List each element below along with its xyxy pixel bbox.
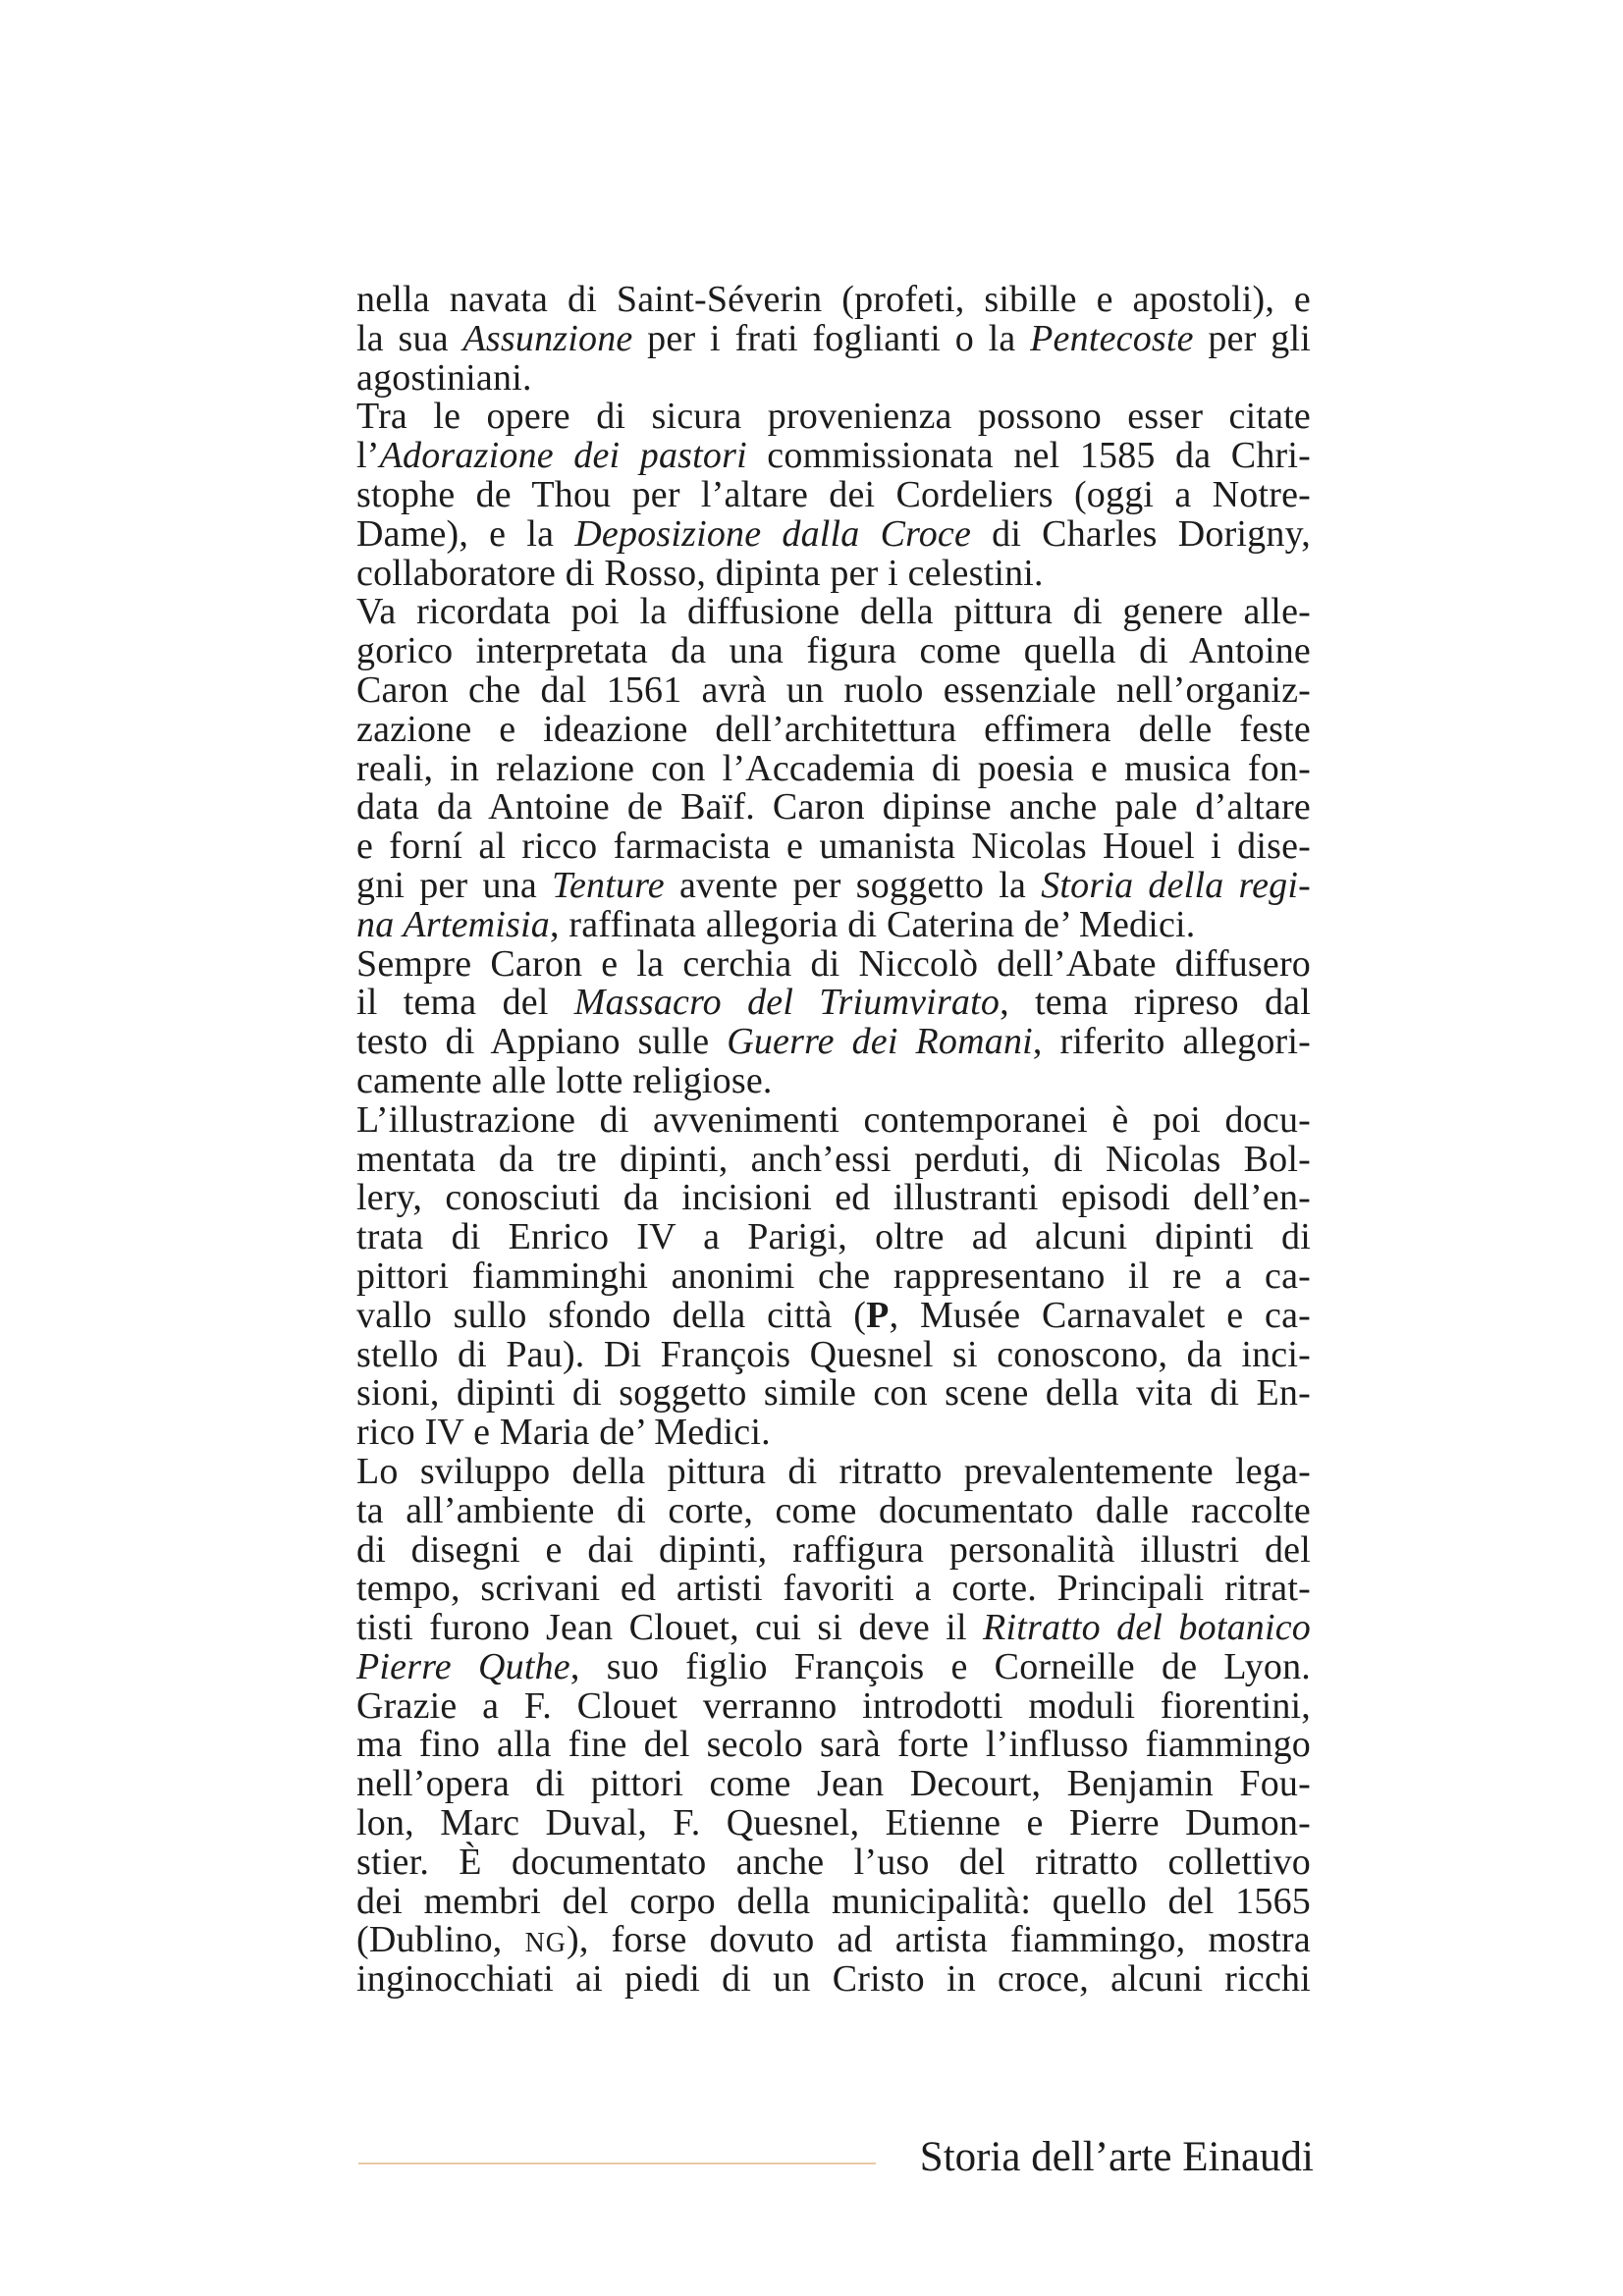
text-line — [356, 512, 1312, 555]
italic-title: Guerre dei Romani — [727, 1021, 1033, 1063]
text-line — [356, 317, 1311, 359]
text-run: Tra le opere di sicura provenienza possono esser citate — [356, 396, 1311, 438]
text-run: , suo figlio François e Corneille de Lyon. — [569, 1645, 1312, 1687]
text-run: l’ — [356, 435, 380, 477]
text-line — [356, 668, 1311, 711]
text-line — [356, 1960, 1311, 2000]
text-run: camente alle lotte religiose. — [356, 1059, 773, 1101]
text-line — [356, 708, 1311, 750]
text-run: e forní al ricco farmacista e umanista Nicolas Houel i dise- — [356, 826, 1311, 868]
text-line — [356, 437, 1311, 476]
italic-title: Pierre Quthe — [356, 1645, 570, 1687]
text-line — [356, 864, 1311, 906]
text-run: di disegni e dai dipinti, raffigura personalità illustri del — [356, 1528, 1311, 1571]
text-line — [356, 356, 1311, 399]
footer-title: Storia dell’arte Einaudi — [919, 2134, 1314, 2180]
text-run: commissionata nel 1585 da Chri- — [746, 435, 1311, 477]
text-run: gorico interpretata da una figura come quella di Antoine — [356, 630, 1311, 672]
text-run: per gli — [1193, 317, 1311, 359]
text-line — [356, 903, 1311, 945]
text-line — [356, 1138, 1311, 1180]
text-line — [356, 1450, 1311, 1492]
text-line — [356, 1218, 1311, 1257]
text-run: ta all’ambiente di corte, come documentato dalle raccolte — [356, 1489, 1311, 1531]
text-run: zazione e ideazione dell’architettura effimera delle feste — [356, 708, 1311, 750]
text-run: data da Antoine de Baïf. Caron dipinse anche pale d’altare — [356, 786, 1311, 828]
text-run: nella navata di Saint-Séverin (profeti, sibille e apostoli), e — [356, 279, 1311, 320]
text-run: lon, Marc Duval, F. Quesnel, Etienne e Pierre Dumon- — [356, 1802, 1311, 1844]
text-run: il tema del — [356, 982, 574, 1024]
text-line — [356, 1374, 1311, 1414]
italic-title: Assunzione — [462, 317, 633, 359]
text-run: (Dublino, — [356, 1919, 525, 1961]
text-line — [356, 747, 1311, 789]
text-run: tempo, scrivani ed artisti favoriti a corte. Principali ritrat- — [356, 1568, 1311, 1610]
text-run: ma fino alla fine del secolo sarà forte l’influsso fiammingo — [356, 1724, 1311, 1766]
text-line — [356, 552, 1311, 594]
text-run: stier. È documentato anche l’uso del ritratto collettivo — [356, 1841, 1311, 1883]
italic-title: Ritratto del botanico — [983, 1607, 1311, 1649]
text-run: , riferito allegori- — [1032, 1021, 1311, 1063]
bold-abbreviation: P — [866, 1294, 890, 1336]
text-line — [356, 942, 1311, 985]
text-run: inginocchiati ai piedi di un Cristo in croce, alcuni ricchi — [356, 1958, 1311, 2001]
text-line — [356, 398, 1311, 437]
text-run: , tema ripreso dal — [1000, 982, 1311, 1024]
text-run: lery, conosciuti da incisioni ed illustranti episodi dell’en- — [356, 1177, 1311, 1219]
text-line — [356, 1294, 1311, 1336]
text-run: Sempre Caron e la cerchia di Niccolò dell’Abate diffusero — [356, 942, 1311, 985]
text-run: reali, in relazione con l’Accademia di poesia e musica fon- — [356, 747, 1311, 789]
text-line — [356, 1333, 1311, 1375]
text-line — [356, 1804, 1311, 1843]
text-run: sioni, dipinti di soggetto simile con scene della vita di En- — [356, 1372, 1311, 1415]
text-line — [356, 984, 1311, 1023]
text-line — [356, 632, 1311, 671]
text-line — [356, 1570, 1311, 1609]
text-run: per i frati foglianti o la — [632, 317, 1031, 359]
italic-title: Pentecoste — [1030, 317, 1194, 359]
text-run: Lo sviluppo della pittura di ritratto prevalentemente lega- — [356, 1450, 1311, 1492]
text-run: tisti furono Jean Clouet, cui si deve il — [356, 1607, 984, 1649]
text-line — [356, 1921, 1311, 1960]
text-line — [356, 1880, 1311, 1922]
footer-rule — [358, 2163, 876, 2164]
text-line — [356, 1257, 1311, 1297]
text-line — [356, 473, 1311, 515]
text-line — [356, 1645, 1312, 1687]
text-run: , Musée Carnavalet e ca- — [889, 1294, 1311, 1336]
italic-title: Deposizione dalla Croce — [574, 512, 972, 555]
text-line — [356, 1098, 1311, 1141]
text-run: stophe de Thou per l’altare dei Cordeliers (oggi a Notre- — [356, 473, 1311, 515]
text-line — [356, 1023, 1311, 1062]
text-run: agostiniani. — [356, 356, 532, 399]
text-line — [356, 1684, 1311, 1727]
text-line — [356, 1528, 1311, 1571]
text-line — [356, 788, 1311, 828]
text-line — [356, 828, 1311, 867]
text-line — [356, 1765, 1311, 1804]
text-line — [356, 1843, 1311, 1883]
text-run: di Charles Dorigny, — [971, 512, 1312, 555]
italic-title: Massacro del Triumvirato — [573, 982, 1001, 1024]
text-run: nell’opera di pittori come Jean Decourt, Benjamin Fou- — [356, 1763, 1311, 1805]
italic-title: Adorazione dei pastori — [379, 435, 747, 477]
text-line — [356, 281, 1311, 320]
body-text — [356, 281, 1311, 2000]
text-run: , raffinata allegoria di Caterina de’ Medici. — [549, 903, 1196, 945]
text-run: ), forse dovuto ad artista fiammingo, mostra — [567, 1919, 1311, 1961]
text-run: gni per una — [356, 864, 553, 906]
text-run: trata di Enrico IV a Parigi, oltre ad alcuni dipinti di — [356, 1216, 1311, 1258]
text-line — [356, 1059, 1311, 1101]
text-run: Grazie a F. Clouet verranno introdotti moduli fiorentini, — [356, 1684, 1311, 1727]
text-line — [356, 593, 1311, 632]
text-line — [356, 1179, 1311, 1218]
text-run: collaboratore di Rosso, dipinta per i celestini. — [356, 552, 1044, 594]
text-run: vallo sullo sfondo della città ( — [356, 1294, 867, 1336]
text-run: Dame), e la — [356, 512, 575, 555]
text-run: stello di Pau). Di François Quesnel si conoscono, da inci- — [356, 1333, 1311, 1375]
text-run: testo di Appiano sulle — [356, 1021, 728, 1063]
text-run: Caron che dal 1561 avrà un ruolo essenziale nell’organiz- — [356, 668, 1311, 711]
italic-title: Storia della regi- — [1041, 864, 1311, 906]
text-run: rico IV e Maria de’ Medici. — [356, 1412, 771, 1454]
italic-title: na Artemisia — [356, 903, 550, 945]
text-run: avente per soggetto la — [664, 864, 1042, 906]
text-line — [356, 1414, 1311, 1453]
italic-title: Tenture — [552, 864, 665, 906]
text-line — [356, 1489, 1311, 1531]
text-run: Va ricordata poi la diffusione della pittura di genere alle- — [356, 591, 1311, 633]
text-line — [356, 1609, 1311, 1648]
text-line — [356, 1726, 1311, 1765]
text-run: mentata da tre dipinti, anch’essi perduti, di Nicolas Bol- — [356, 1138, 1311, 1180]
text-run: pittori fiamminghi anonimi che rappresentano il re a ca- — [356, 1255, 1311, 1297]
small-caps-abbreviation: NG — [524, 1928, 568, 1959]
text-run: L’illustrazione di avvenimenti contemporanei è poi docu- — [356, 1098, 1311, 1141]
text-run: la sua — [356, 317, 463, 359]
text-run: dei membri del corpo della municipalità: quello del 1565 — [356, 1880, 1311, 1922]
